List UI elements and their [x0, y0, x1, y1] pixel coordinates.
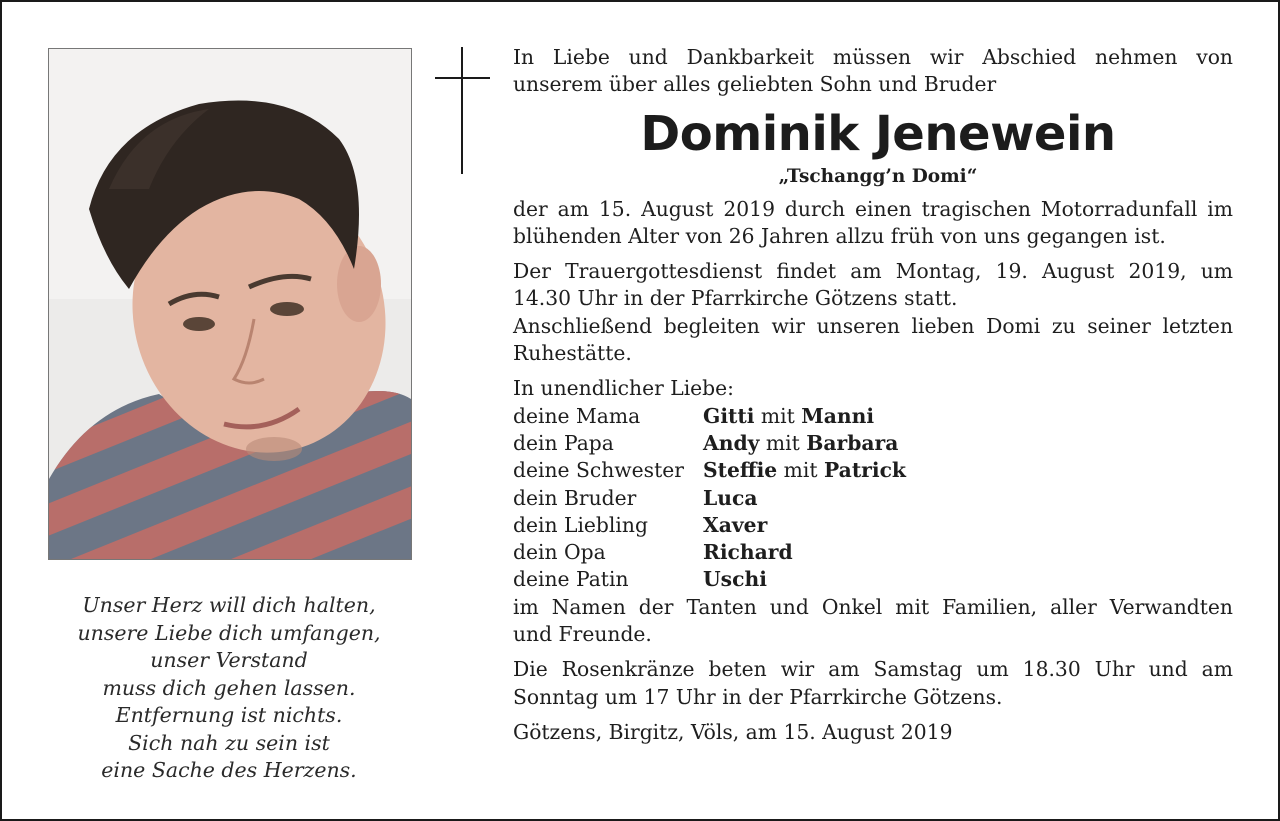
family-partner: Patrick [823, 458, 906, 483]
death-line: blühenden Alter von 26 Jahren allzu früh von uns gegangen ist. [513, 223, 1166, 248]
poem-line: unser Verstand [150, 648, 308, 672]
family-relation: dein Opa [513, 540, 606, 565]
family-mit: mit [783, 458, 818, 483]
service-line: Der Trauergottesdienst findet am Montag, 19. August 2019, um [513, 259, 1233, 284]
portrait-photo [48, 48, 412, 560]
poem-line: Unser Herz will dich halten, [82, 593, 376, 617]
poem-line: Sich nah zu sein ist [128, 730, 330, 755]
family-relation: dein Liebling [513, 512, 648, 537]
poem [48, 592, 410, 785]
family-name: Gitti [703, 403, 755, 428]
family-row [513, 512, 1233, 539]
intro-line: In Liebe und Dankbarkeit müssen wir Abschied nehmen von [513, 45, 1233, 69]
family-relation: dein Papa [513, 430, 614, 455]
nickname: „Tschangg’n Domi“ [778, 165, 978, 187]
service-line: 14.30 Uhr in der Pfarrkirche Götzens statt. [513, 286, 958, 311]
family-relation: deine Patin [513, 567, 629, 592]
family-name: Andy [703, 430, 760, 455]
rosary-line: Sonntag um 17 Uhr in der Pfarrkirche Götzens. [513, 684, 1003, 709]
obituary-text [513, 44, 1233, 746]
deceased-name: Dominik Jenewein [640, 105, 1116, 162]
family-relation: deine Schwester [513, 458, 684, 483]
place-date: Götzens, Birgitz, Völs, am 15. August 2019 [513, 719, 953, 744]
relatives-line: und Freunde. [513, 622, 652, 647]
family-name: Luca [703, 485, 758, 510]
service-line: Anschließend begleiten wir unseren lieben Domi zu seiner letzten [513, 313, 1233, 338]
family-relation: dein Bruder [513, 485, 637, 510]
family-name: Uschi [703, 567, 767, 592]
family-name: Xaver [703, 512, 768, 537]
family-mit: mit [760, 403, 795, 428]
poem-line: muss dich gehen lassen. [102, 675, 356, 700]
cross-icon [461, 47, 463, 174]
rosary-line: Die Rosenkränze beten wir am Samstag um 18.30 Uhr und am [513, 657, 1233, 682]
relatives-line: im Namen der Tanten und Onkel mit Familien, aller Verwandten [513, 594, 1233, 619]
family-relation: deine Mama [513, 403, 641, 428]
family-row [513, 539, 1233, 566]
poem-line: Entfernung ist nichts. [115, 703, 343, 727]
poem-line: unsere Liebe dich umfangen, [77, 620, 381, 645]
family-partner: Manni [801, 403, 875, 428]
family-row [513, 457, 1233, 484]
cross-icon-bar [435, 77, 490, 79]
family-mit: mit [765, 430, 800, 455]
service-line: Ruhestätte. [513, 341, 632, 366]
portrait-illustration [49, 49, 411, 559]
intro-line: unserem über alles geliebten Sohn und Bruder [513, 72, 997, 97]
poem-line: eine Sache des Herzens. [101, 758, 357, 782]
family-row [513, 403, 1233, 430]
death-line: der am 15. August 2019 durch einen tragischen Motorradunfall im [513, 196, 1233, 221]
family-row [513, 566, 1233, 593]
family-row [513, 485, 1233, 512]
family-name: Steffie [703, 458, 778, 483]
family-row [513, 430, 1233, 457]
family-partner: Barbara [806, 430, 899, 455]
family-name: Richard [703, 540, 793, 565]
love-heading: In unendlicher Liebe: [513, 376, 735, 401]
